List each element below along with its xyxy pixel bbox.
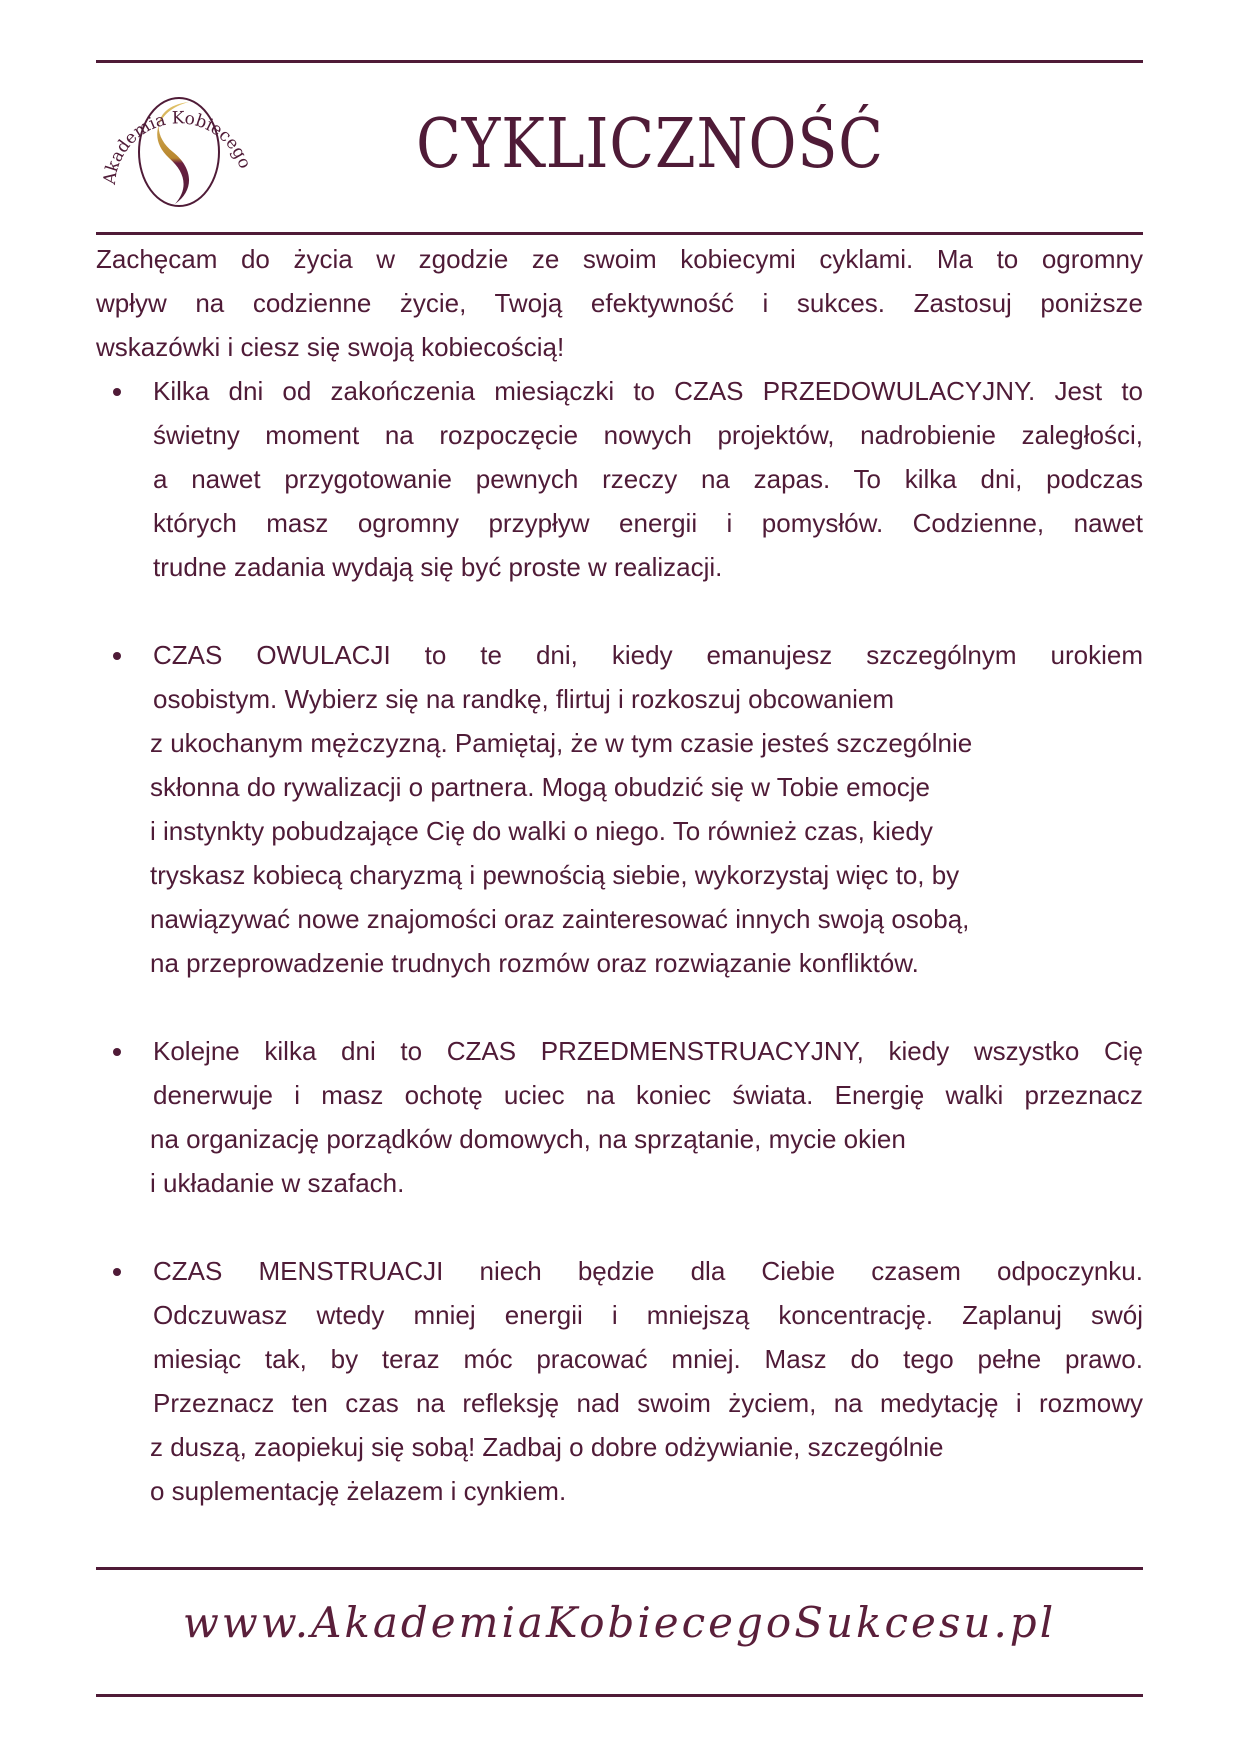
list-item bbox=[96, 369, 1143, 589]
logo bbox=[93, 80, 265, 220]
list-item bbox=[96, 633, 1143, 985]
list-item-line: osobistym. Wybierz się na randkę, flirtuj i rozkoszuj obcowaniem bbox=[153, 684, 895, 714]
bullet-icon bbox=[113, 652, 121, 660]
list-item-line: i układanie w szafach. bbox=[150, 1168, 405, 1198]
spacer bbox=[96, 589, 1143, 633]
bullet-icon bbox=[113, 388, 121, 396]
list-item-line: nawiązywać nowe znajomości oraz zainteresować innych swoją osobą, bbox=[150, 904, 970, 934]
website-link[interactable]: www.AkademiaKobiecegoSukcesu.pl bbox=[182, 1598, 1057, 1647]
svg-text:Akademia Kobiecego: Akademia Kobiecego bbox=[99, 108, 255, 186]
list-item-line: i instynkty pobudzające Cię do walki o niego. To również czas, kiedy bbox=[150, 816, 933, 846]
list-item-line: a nawet przygotowanie pewnych rzeczy na zapas. To kilka dni, podczas bbox=[153, 464, 1143, 494]
list-item-line: których masz ogromny przypływ energii i pomysłów. Codzienne, nawet bbox=[153, 508, 1143, 538]
intro-line: wpływ na codzienne życie, Twoją efektywność i sukces. Zastosuj poniższe bbox=[96, 288, 1143, 318]
bottom-divider bbox=[96, 1694, 1143, 1697]
list-item-line: skłonna do rywalizacji o partnera. Mogą obudzić się w Tobie emocje bbox=[150, 772, 930, 802]
list-item-line: tryskasz kobiecą charyzmą i pewnością siebie, wykorzystaj więc to, by bbox=[150, 860, 960, 890]
intro-line: Zachęcam do życia w zgodzie ze swoim kobiecymi cyklami. Ma to ogromny bbox=[96, 244, 1143, 274]
list-item-line: świetny moment na rozpoczęcie nowych projektów, nadrobienie zaległości, bbox=[153, 420, 1143, 450]
content bbox=[96, 237, 1143, 1513]
list-item-line: z duszą, zaopiekuj się sobą! Zadbaj o dobre odżywianie, szczególnie bbox=[150, 1432, 944, 1462]
list-item bbox=[96, 1029, 1143, 1205]
list-item-line: o suplementację żelazem i cynkiem. bbox=[150, 1476, 567, 1506]
bullet-icon bbox=[113, 1268, 121, 1276]
bullet-icon bbox=[113, 1048, 121, 1056]
list-item-line: trudne zadania wydają się być proste w realizacji. bbox=[153, 552, 723, 582]
list-item-line: na organizację porządków domowych, na sprzątanie, mycie okien bbox=[150, 1124, 906, 1154]
list-item-line: Kilka dni od zakończenia miesiączki to CZAS PRZEDOWULACYJNY. Jest to bbox=[153, 376, 1143, 406]
list-item-line: CZAS MENSTRUACJI niech będzie dla Ciebie czasem odpoczynku. bbox=[153, 1256, 1143, 1286]
list-item-line: denerwuje i masz ochotę uciec na koniec świata. Energię walki przeznacz bbox=[153, 1080, 1143, 1110]
list-item-line: Odczuwasz wtedy mniej energii i mniejszą koncentrację. Zaplanuj swój bbox=[153, 1300, 1143, 1330]
title-divider bbox=[96, 232, 1143, 235]
spacer bbox=[96, 1205, 1143, 1249]
intro-line: wskazówki i ciesz się swoją kobiecością! bbox=[96, 332, 565, 362]
list-item-line: Przeznacz ten czas na refleksję nad swoim życiem, na medytację i rozmowy bbox=[153, 1388, 1143, 1418]
spacer bbox=[96, 985, 1143, 1029]
page-title: CYKLICZNOŚĆ bbox=[416, 105, 884, 184]
footer-top-divider bbox=[96, 1567, 1143, 1570]
list-item bbox=[96, 1249, 1143, 1513]
list-item-line: z ukochanym mężczyzną. Pamiętaj, że w tym czasie jesteś szczególnie bbox=[150, 728, 973, 758]
list-item-line: CZAS OWULACJI to te dni, kiedy emanujesz szczególnym urokiem bbox=[153, 640, 1143, 670]
list-item-line: Kolejne kilka dni to CZAS PRZEDMENSTRUACYJNY, kiedy wszystko Cię bbox=[153, 1036, 1143, 1066]
top-divider bbox=[96, 60, 1143, 63]
list-item-line: na przeprowadzenie trudnych rozmów oraz rozwiązanie konfliktów. bbox=[150, 948, 919, 978]
logo-s-emblem-icon bbox=[93, 80, 265, 220]
list-item-line: miesiąc tak, by teraz móc pracować mniej. Masz do tego pełne prawo. bbox=[153, 1344, 1143, 1374]
